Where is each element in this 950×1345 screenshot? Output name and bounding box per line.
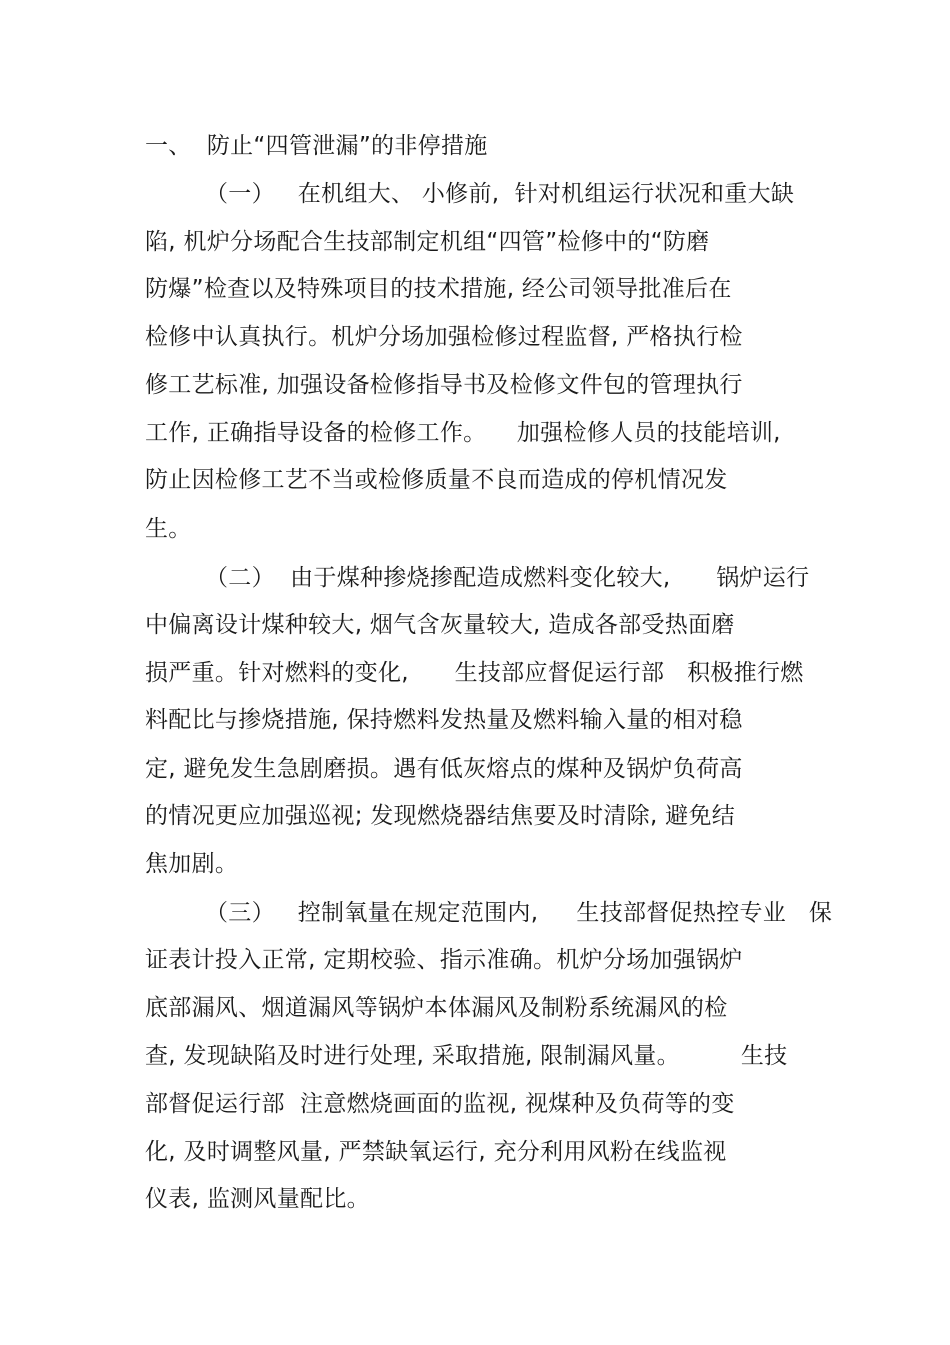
paragraph-1-line-7: 防止因检修工艺不当或检修质量不良而造成的停机情况发	[145, 467, 728, 493]
paragraph-1-line-6: 工作, 正确指导设备的检修工作。 加强检修人员的技能培训,	[145, 420, 781, 446]
paragraph-2-line-2: 中偏离设计煤种较大, 烟气含灰量较大, 造成各部受热面磨	[145, 612, 735, 638]
paragraph-3-line-2: 证表计投入正常, 定期校验、指示准确。机炉分场加强锅炉	[145, 947, 743, 973]
paragraph-2-line-1: （二） 由于煤种掺烧掺配造成燃料变化较大, 锅炉运行	[205, 565, 810, 591]
paragraph-3-line-7: 仪表, 监测风量配比。	[145, 1186, 370, 1212]
paragraph-1-line-3: 防爆”检查以及特殊项目的技术措施, 经公司领导批准后在	[145, 276, 732, 302]
paragraph-3-line-6: 化, 及时调整风量, 严禁缺氧运行, 充分利用风粉在线监视	[145, 1139, 727, 1165]
paragraph-2-line-4: 料配比与掺烧措施, 保持燃料发热量及燃料输入量的相对稳	[145, 707, 743, 733]
paragraph-1-line-8: 生。	[145, 516, 192, 542]
paragraph-1-line-1: （一） 在机组大、 小修前, 针对机组运行状况和重大缺	[205, 181, 795, 207]
paragraph-2-line-3: 损严重。针对燃料的变化, 生技部应督促运行部 积极推行燃	[145, 660, 804, 686]
paragraph-1-line-4: 检修中认真执行。机炉分场加强检修过程监督, 严格执行检	[145, 324, 743, 350]
paragraph-3-line-1: （三） 控制氧量在规定范围内, 生技部督促热控专业 保	[205, 900, 833, 926]
paragraph-1-line-5: 修工艺标准, 加强设备检修指导书及检修文件包的管理执行	[145, 372, 743, 398]
paragraph-3-line-4: 查, 发现缺陷及时进行处理, 采取措施, 限制漏风量。 生技	[145, 1043, 788, 1069]
section-heading: 一、 防止“四管泄漏”的非停措施	[145, 133, 488, 159]
paragraph-1-line-2: 陷, 机炉分场配合生技部制定机组“四管”检修中的“防磨	[145, 229, 710, 255]
paragraph-3-line-3: 底部漏风、烟道漏风等锅炉本体漏风及制粉系统漏风的检	[145, 995, 728, 1021]
paragraph-3-line-5: 部督促运行部 注意燃烧画面的监视, 视煤种及负荷等的变	[145, 1091, 735, 1117]
paragraph-2-line-5: 定, 避免发生急剧磨损。遇有低灰熔点的煤种及锅炉负荷高	[145, 756, 743, 782]
paragraph-2-line-6: 的情况更应加强巡视; 发现燃烧器结焦要及时清除, 避免结	[145, 803, 736, 829]
paragraph-2-line-7: 焦加剧。	[145, 851, 239, 877]
